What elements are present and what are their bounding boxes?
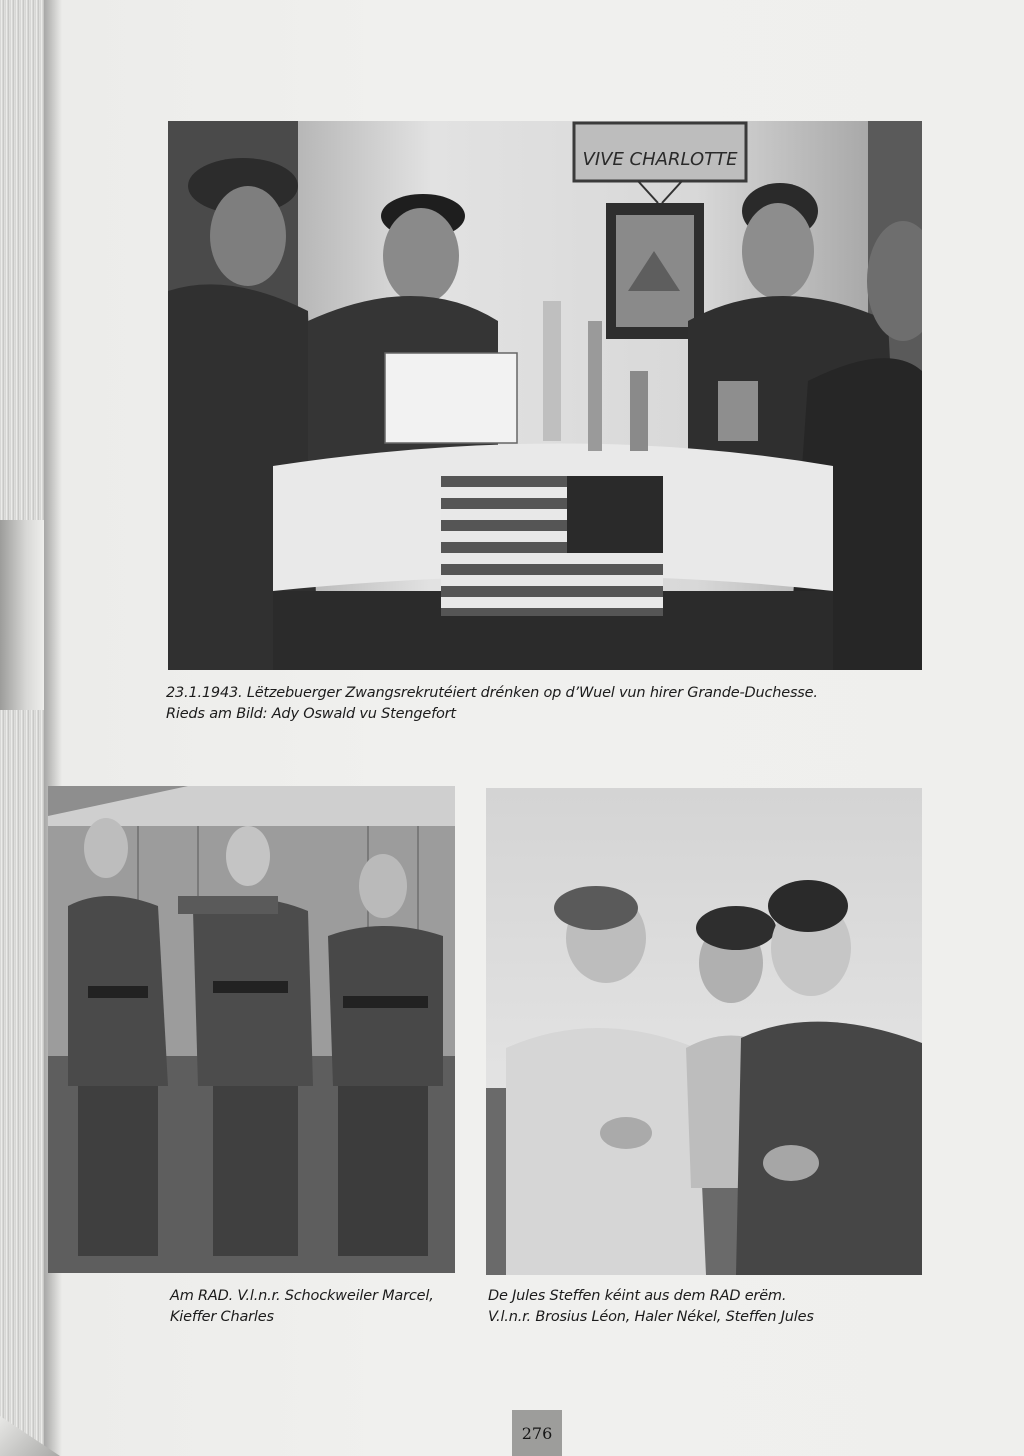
photo-jules-steffen-return-image — [486, 788, 922, 1275]
caption-top-line1: 23.1.1943. Lëtzebuerger Zwangsrekrutéiert drénken op d’Wuel vun hirer Grande-Duchesse. — [166, 685, 818, 701]
photo-soldiers-at-table-image — [168, 121, 922, 670]
photo-rad-soldiers-image — [48, 786, 455, 1273]
photo-rad-soldiers — [48, 786, 455, 1273]
caption-top-line2: Rieds am Bild: Ady Oswald vu Stengefort — [166, 706, 456, 722]
caption-bottom-left-line2: Kieffer Charles — [170, 1309, 274, 1325]
caption-top-photo — [166, 683, 818, 725]
photo-soldiers-at-table — [168, 121, 922, 670]
caption-bottom-right-line1: De Jules Steffen kéint aus dem RAD erëm. — [488, 1288, 787, 1304]
book-binding — [0, 0, 44, 1456]
photo-jules-steffen-return — [486, 788, 922, 1275]
caption-bottom-left-photo — [170, 1286, 434, 1328]
caption-bottom-right-photo — [488, 1286, 814, 1328]
caption-bottom-right-line2: V.l.n.r. Brosius Léon, Haler Nékel, Steffen Jules — [488, 1309, 814, 1325]
page-number: 276 — [512, 1410, 562, 1456]
sign-vive-charlotte: VIVE CHARLOTTE — [582, 149, 738, 170]
caption-bottom-left-line1: Am RAD. V.l.n.r. Schockweiler Marcel, — [170, 1288, 434, 1304]
